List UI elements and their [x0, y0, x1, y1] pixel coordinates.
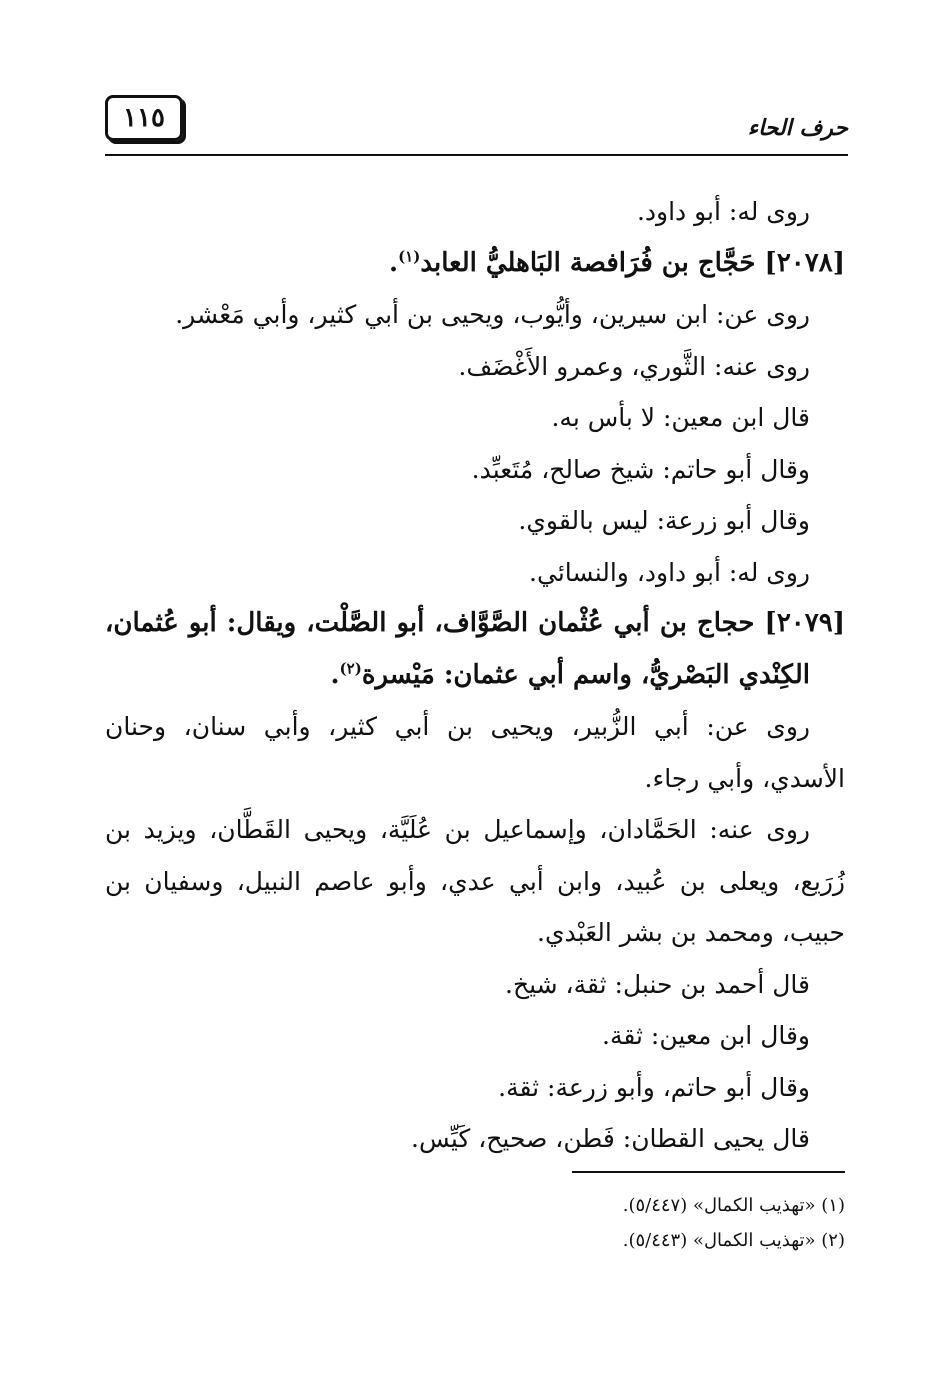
header-rule: [105, 154, 848, 156]
text-line: قال يحيى القطان: فَطن، صحيح، كَيِّس.: [411, 1124, 810, 1153]
entry-name: حَجَّاج بن فُرَافصة البَاهليُّ العابد: [420, 247, 756, 278]
footnote: (٢) «تهذيب الكمال» (٥/٤٤٣).: [622, 1230, 845, 1251]
entry-heading-2078: [105, 238, 845, 290]
text-line: روى له: أبو داود.: [636, 197, 810, 226]
footnote-marker: (١): [398, 246, 421, 265]
entry-heading-2079-cont: [105, 650, 845, 702]
text-line: روى عن: أبي الزُّبير، ويحيى بن أبي كثير، وأبي سنان، وحنان: [105, 712, 810, 741]
footnotes: [400, 1188, 845, 1258]
entry-heading-2079: [٢٠٧٩] حجاج بن أبي عُثْمان الصَّوَّاف، أبو الصَّلْت، ويقال: أبو عُثمان،: [105, 608, 845, 638]
text-line: وقال أبو حاتم: شيخ صالح، مُتَعبِّد.: [471, 454, 810, 484]
entry-number: [٢٠٧٨]: [764, 247, 845, 278]
text-line: وقال أبو زرعة: ليس بالقوي.: [518, 506, 810, 535]
page-header: [105, 95, 848, 157]
text-line: وقال أبو حاتم، وأبو زرعة: ثقة.: [498, 1072, 810, 1102]
chapter-title: حرف الحاء: [747, 115, 848, 141]
main-text: [105, 186, 845, 1165]
text-line: روى عن: ابن سيرين، وأيُّوب، ويحيى بن أبي كثير، وأبي مَعْشر.: [175, 300, 810, 329]
footnote-rule: [572, 1171, 845, 1173]
text-line: حبيب، ومحمد بن بشر العَبْدي.: [537, 918, 845, 947]
text-line: روى له: أبو داود، والنسائي.: [529, 557, 810, 587]
entry-end: .: [330, 659, 340, 690]
text-line: روى عنه: الحَمَّادان، وإسماعيل بن عُلَيَّة، ويحيى القَطَّان، ويزيد بن: [105, 815, 810, 844]
text-line: قال ابن معين: لا بأس به.: [551, 403, 810, 432]
text-line: الأسدي، وأبي رجاء.: [644, 763, 845, 793]
text-line: زُرَيع، ويعلى بن عُبيد، وابن أبي عدي، وأبو عاصم النبيل، وسفيان بن: [105, 866, 845, 896]
text-line: قال أحمد بن حنبل: ثقة، شيخ.: [505, 969, 810, 999]
text-line: وقال ابن معين: ثقة.: [602, 1021, 810, 1050]
entry-end: .: [389, 247, 399, 278]
page-number: ١١٥: [105, 95, 183, 141]
footnote: (١) «تهذيب الكمال» (٥/٤٤٧).: [622, 1195, 845, 1216]
footnote-marker: (٢): [339, 658, 362, 677]
entry-name: الكِنْدي البَصْريُّ، واسم أبي عثمان: مَيْسرة: [361, 659, 810, 690]
text-line: روى عنه: الثَّوري، وعمرو الأَغْضَف.: [458, 351, 810, 381]
